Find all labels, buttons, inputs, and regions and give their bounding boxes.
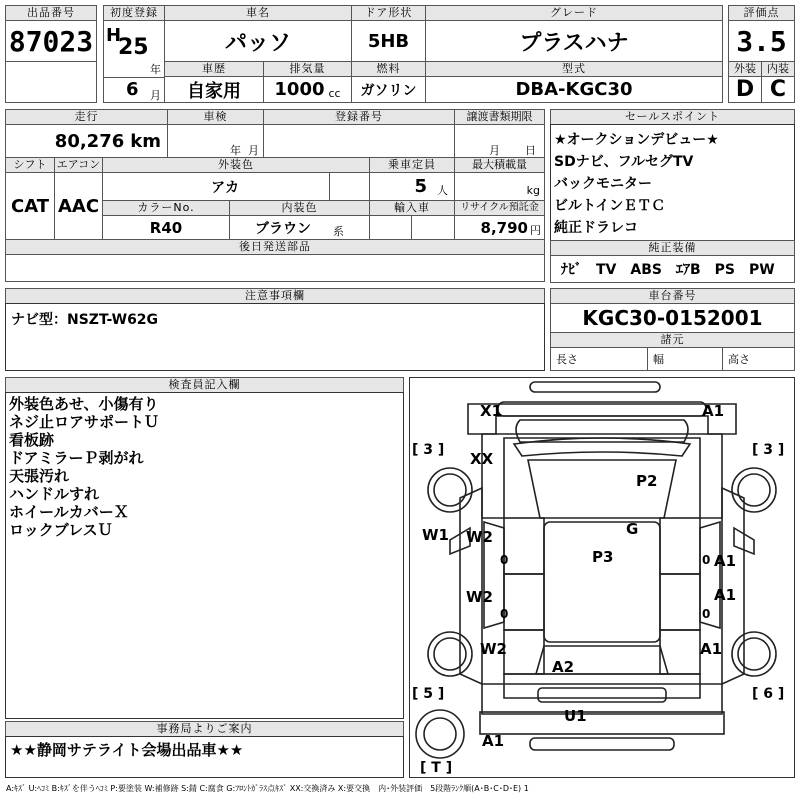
equipment: ﾅﾋﾞ TV ABS ｴｱB PS PW — [550, 255, 795, 283]
specs-header: 諸元 — [550, 332, 795, 348]
damage-mark: XX — [470, 450, 494, 468]
load-header: 最大積載量 — [454, 157, 545, 173]
ac: AAC — [54, 172, 103, 240]
inspector-note: ネジ止ロアサポートＵ — [9, 413, 160, 431]
tire-depth: [ 3 ] — [412, 442, 445, 458]
spec-width-label: 幅 — [653, 353, 664, 366]
plate-cell — [263, 124, 455, 158]
recycle-header: リサイクル預託金 — [454, 200, 545, 216]
tire-depth: [ T ] — [420, 760, 453, 776]
displacement: 1000 — [274, 79, 325, 100]
left-front-door — [504, 518, 544, 574]
int-color-cell — [229, 215, 370, 240]
sales-point: 純正ドラレコ — [554, 220, 638, 236]
damage-mark: A1 — [702, 402, 725, 420]
later-parts-cell — [5, 254, 545, 282]
inspection-cell — [167, 124, 264, 158]
rear-bumper-lower — [530, 738, 674, 750]
color-no-header: カラーNo. — [102, 200, 230, 216]
spare-tire-inner — [424, 718, 456, 750]
recycle-unit: 円 — [530, 224, 541, 237]
first-registration-year-cell — [103, 20, 165, 78]
model-header: 型式 — [425, 61, 723, 77]
history-header: 車歴 — [164, 61, 264, 77]
interior-grade: C — [761, 76, 795, 103]
exterior-grade: D — [728, 76, 762, 103]
inspection-header: 車検 — [167, 109, 264, 125]
mileage: 80,276 — [54, 130, 125, 152]
damage-mark: A1 — [700, 640, 723, 658]
score: 3.5 — [728, 20, 795, 62]
color: アカ — [102, 172, 330, 201]
spec-length-label: 長さ — [556, 353, 578, 366]
wheel-rear-left-inner — [434, 638, 466, 670]
interior-header: 内装 — [761, 61, 795, 77]
damage-mark: U1 — [564, 707, 587, 725]
color-header: 外装色 — [102, 157, 370, 173]
color-extra — [329, 172, 370, 201]
displacement-unit: cc — [328, 87, 341, 100]
damage-mark: W2 — [480, 640, 507, 658]
zero-mark: 0 — [500, 553, 509, 567]
left-side — [460, 488, 482, 684]
office-header: 事務局よりご案内 — [5, 721, 404, 737]
grade: プラスハナ — [425, 20, 723, 62]
trunk — [504, 674, 700, 698]
inspection-month-unit: 月 — [248, 144, 259, 157]
exterior-header: 外装 — [728, 61, 762, 77]
inspector-note: 外装色あせ、小傷有り — [9, 395, 159, 413]
car-name: パッソ — [164, 20, 352, 62]
damage-mark: G — [626, 520, 639, 538]
chassis-header: 車台番号 — [550, 288, 795, 304]
capacity-unit: 人 — [437, 183, 448, 197]
front-bumper — [530, 382, 660, 392]
sales-points-header: セールスポイント — [550, 109, 795, 125]
legend: A:ｷｽﾞ U:ﾍｺﾐ B:ｷｽﾞを伴うﾍｺﾐ P:要塗装 W:補修跡 S:錆 C:腐食 G:ﾌﾛﾝﾄｶﾞﾗｽ点ｷｽﾞ XX:交換済み X:要交換 内･外装評価 5段階ﾗﾝｸ順(A･B･C･D･E) 1 — [6, 784, 529, 793]
inspector-note: ドアミラーＰ剥がれ — [9, 449, 144, 467]
lot-number-header: 出品番号 — [5, 5, 97, 21]
recycle-cell — [454, 215, 545, 240]
first-registration-month-cell — [103, 77, 165, 103]
later-parts-header: 後日発送部品 — [5, 239, 545, 255]
wheel-front-left-inner — [434, 474, 466, 506]
capacity-cell — [369, 172, 455, 201]
displacement-cell — [263, 76, 352, 103]
import-cell-a — [369, 215, 412, 240]
import-cell-b — [411, 215, 455, 240]
fuel: ガソリン — [351, 76, 426, 103]
damage-mark: W2 — [466, 528, 493, 546]
load-unit: kg — [526, 184, 540, 197]
inspector-note: ロックブレスＵ — [9, 521, 113, 539]
tire-depth: [ 5 ] — [412, 686, 445, 702]
plate-header: 登録番号 — [263, 109, 455, 125]
left-rear-door — [504, 574, 544, 630]
wheel-rear-right-inner — [738, 638, 770, 670]
rear-garnish — [538, 688, 666, 702]
shift-header: シフト — [5, 157, 55, 173]
rear-bumper — [480, 712, 724, 734]
load-cell — [454, 172, 545, 201]
equipment-header: 純正装備 — [550, 240, 795, 256]
capacity-header: 乗車定員 — [369, 157, 455, 173]
damage-mark: A1 — [714, 586, 737, 604]
spec-height — [722, 347, 795, 371]
chassis-number: KGC30-0152001 — [550, 303, 795, 333]
inspector-box — [5, 392, 404, 719]
office-text: ★★静岡サテライト会場出品車★★ — [10, 741, 244, 759]
spec-length — [550, 347, 648, 371]
transfer-day-unit: 日 — [525, 144, 536, 157]
right-front-door — [660, 518, 700, 574]
inspector-note: ホイールカバーＸ — [9, 503, 129, 521]
damage-mark: A1 — [482, 732, 505, 750]
damage-mark: X1 — [480, 402, 503, 420]
damage-mark: A1 — [714, 552, 737, 570]
car-name-header: 車名 — [164, 5, 352, 21]
recycle-fee: 8,790 — [480, 218, 528, 237]
zero-mark: 0 — [702, 607, 711, 621]
transfer-cell — [454, 124, 545, 158]
ac-header: エアコン — [54, 157, 103, 173]
import-header: 輸入車 — [369, 200, 455, 216]
damage-mark: W2 — [466, 588, 493, 606]
car-diagram-svg — [410, 378, 794, 777]
zero-mark: 0 — [500, 607, 509, 621]
car-diagram — [409, 377, 795, 778]
sales-point: バックモニター — [554, 176, 652, 192]
int-color-suffix: 系 — [333, 224, 344, 238]
damage-mark: W1 — [422, 526, 449, 544]
spec-width — [647, 347, 723, 371]
displacement-header: 排気量 — [263, 61, 352, 77]
color-no: R40 — [102, 215, 230, 240]
zero-mark: 0 — [702, 553, 711, 567]
model: DBA-KGC30 — [425, 76, 723, 103]
registration-month: 6 — [126, 79, 139, 100]
inspection-year-unit: 年 — [230, 144, 241, 157]
spec-height-label: 高さ — [728, 353, 750, 366]
lot-blank — [5, 61, 97, 103]
right-rear-door — [660, 574, 700, 630]
tire-depth: [ 3 ] — [752, 442, 785, 458]
month-unit: 月 — [150, 89, 161, 102]
year-unit: 年 — [150, 63, 161, 76]
notes-header: 注意事項欄 — [5, 288, 545, 304]
grade-header: グレード — [425, 5, 723, 21]
front-fenders — [482, 434, 722, 518]
lot-number: 87023 — [5, 20, 97, 62]
inspector-note: 天張汚れ — [9, 467, 70, 485]
capacity: 5 — [414, 176, 427, 197]
sales-point: SDナビ、フルセグTV — [554, 154, 694, 170]
damage-mark: P2 — [636, 472, 658, 490]
damage-mark: P3 — [592, 548, 614, 566]
mileage-unit: km — [130, 130, 161, 152]
fuel-header: 燃料 — [351, 61, 426, 77]
mileage-cell — [5, 124, 168, 158]
shift: CAT — [5, 172, 55, 240]
sales-points-box — [550, 124, 795, 241]
transfer-month-unit: 月 — [489, 144, 500, 157]
windshield-top — [514, 438, 690, 456]
notes-box — [5, 303, 545, 371]
inspector-note: 看板跡 — [9, 431, 55, 449]
int-color: ブラウン — [255, 220, 311, 237]
mileage-header: 走行 — [5, 109, 168, 125]
tire-depth: [ 6 ] — [752, 686, 785, 702]
int-color-header: 内装色 — [229, 200, 370, 216]
inspector-note: ハンドルすれ — [9, 485, 100, 503]
sales-point: ★オークションデビュー★ — [554, 132, 719, 148]
door-type-header: ドア形状 — [351, 5, 426, 21]
wheel-front-right-inner — [738, 474, 770, 506]
first-registration-header: 初度登録 — [103, 5, 165, 21]
damage-mark: A2 — [552, 658, 575, 676]
inspector-header: 検査員記入欄 — [5, 377, 404, 393]
front-panel — [468, 404, 736, 434]
door-type: 5HB — [351, 20, 426, 62]
registration-year: 25 — [118, 35, 149, 60]
roof — [544, 522, 660, 642]
era: H — [106, 25, 122, 46]
notes-text: ナビ型：NSZT-W62G — [11, 312, 159, 328]
transfer-header: 譲渡書類期限 — [454, 109, 545, 125]
history: 自家用 — [164, 76, 264, 103]
score-header: 評価点 — [728, 5, 795, 21]
office-box — [5, 736, 404, 778]
sales-point: ビルトインＥＴＣ — [554, 198, 666, 214]
